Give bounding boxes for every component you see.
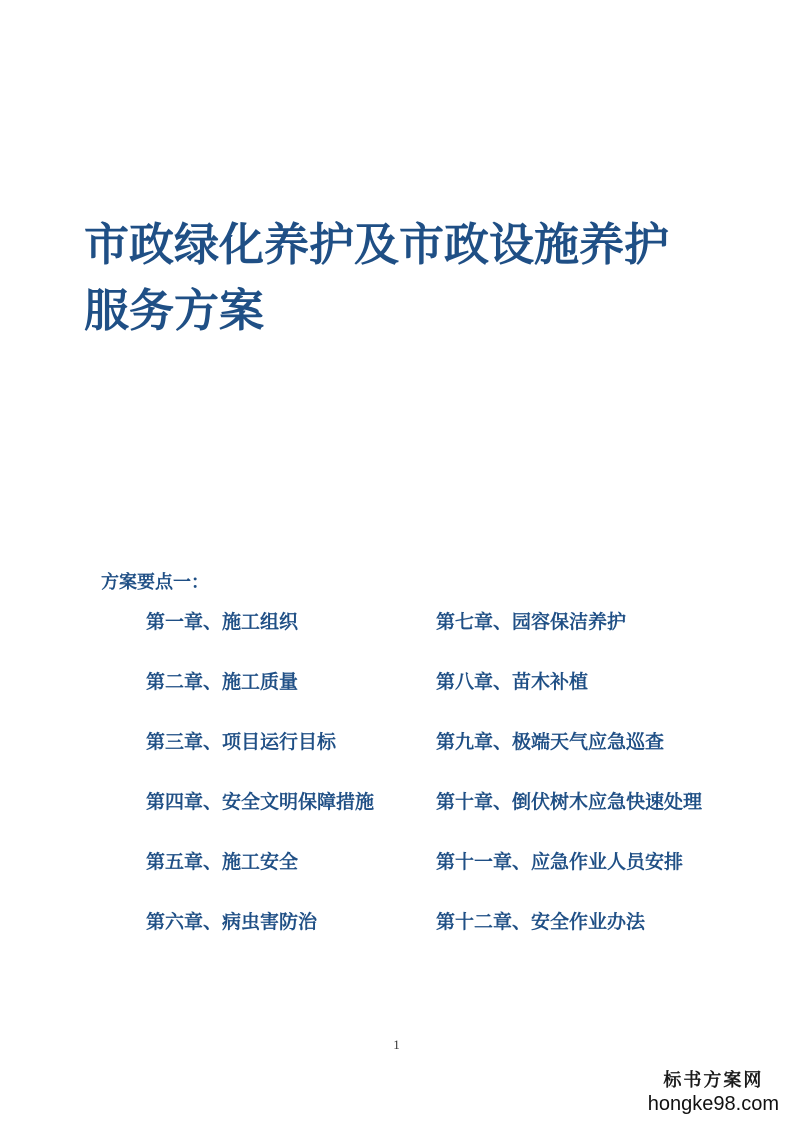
chapter-item: 第十一章、应急作业人员安排: [436, 851, 684, 873]
chapter-item: 第一章、施工组织: [146, 611, 299, 633]
chapter-row: [146, 908, 766, 968]
section-subhead: 方案要点一：: [101, 572, 209, 593]
chapter-item: 第八章、苗木补植: [436, 671, 589, 693]
chapter-item: 第九章、极端天气应急巡查: [436, 731, 665, 753]
watermark-url-text: hongke98.com: [647, 1093, 779, 1115]
site-watermark: [648, 1070, 779, 1116]
chapter-item: 第十章、倒伏树木应急快速处理: [436, 791, 703, 813]
title-line-1: 市政绿化养护及市政设施养护: [84, 218, 670, 271]
chapter-row: [146, 728, 766, 788]
chapter-row: [146, 608, 766, 668]
watermark-cn-text: 标书方案网: [663, 1070, 764, 1091]
chapter-item: 第二章、施工质量: [146, 671, 299, 693]
chapter-row: [146, 788, 766, 848]
chapter-row: [146, 848, 766, 908]
document-title: [84, 212, 764, 344]
chapter-item: 第六章、病虫害防治: [146, 911, 318, 933]
chapter-item: 第五章、施工安全: [146, 851, 299, 873]
chapter-item: 第四章、安全文明保障措施: [146, 791, 375, 813]
title-line-2: 服务方案: [84, 284, 265, 337]
chapter-list: [146, 608, 766, 968]
page-number: 1: [393, 1037, 400, 1052]
chapter-item: 第三章、项目运行目标: [146, 731, 337, 753]
chapter-item: 第十二章、安全作业办法: [436, 911, 646, 933]
chapter-item: 第七章、园容保洁养护: [436, 611, 627, 633]
chapter-row: [146, 668, 766, 728]
